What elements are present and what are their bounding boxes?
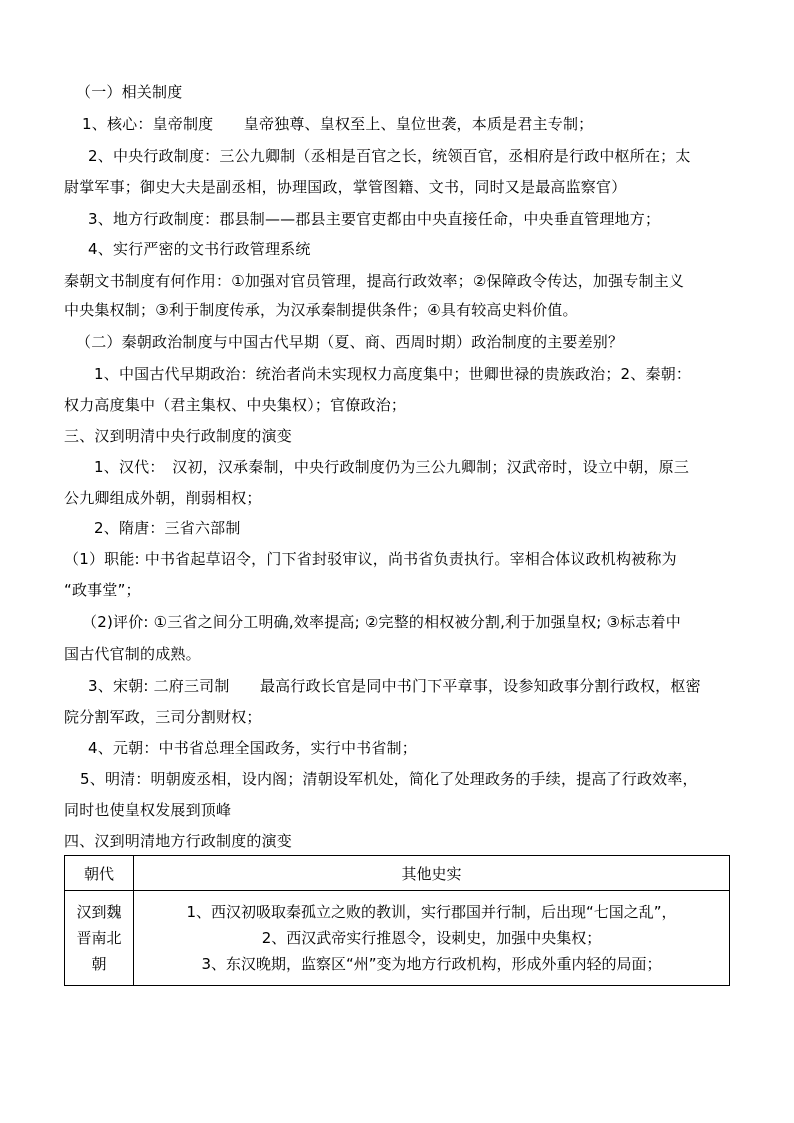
column-header-facts: 其他史实 <box>134 856 730 891</box>
table-row <box>65 891 730 986</box>
paragraph-sui-tang-evaluation: （2)评价: ①三省之间分工明确,效率提高; ②完整的相权被分割,利于加强皇权; ③标志着中 <box>82 613 681 631</box>
dynasty-cell <box>65 891 134 986</box>
paragraph-ming-qing-cont: 同时也使皇权发展到顶峰 <box>64 801 232 819</box>
paragraph-document-effect: 秦朝文书制度有何作用：①加强对官员管理，提高行政效率；②保障政令传达，加强专制主义 <box>64 272 685 290</box>
paragraph-yuan-dynasty: 4、元朝：中书省总理全国政务，实行中书省制； <box>88 739 417 757</box>
section-heading-related-systems: （一）相关制度 <box>76 83 183 101</box>
paragraph-central-system-cont: 尉掌军事；御史大夫是副丞相，协理国政，掌管图籍、文书，同时又是最高监察官） <box>64 178 627 196</box>
paragraph-sui-tang-functions-cont: “政事堂”； <box>64 581 141 599</box>
fact-line: 3、东汉晚期，监察区“州”变为地方行政机构，形成外重内轻的局面； <box>201 955 662 973</box>
fact-line: 1、西汉初吸取秦孤立之败的教训，实行郡国并行制，后出现“七国之乱”， <box>186 903 677 921</box>
paragraph-core-system: 1、核心：皇帝制度 皇帝独尊、皇权至上、皇位世袭，本质是君主专制； <box>82 115 594 133</box>
paragraph-early-politics: 1、中国古代早期政治：统治者尚未实现权力高度集中；世卿世禄的贵族政治；2、秦朝： <box>94 365 692 383</box>
section-heading-local-evolution: 四、汉到明清地方行政制度的演变 <box>64 832 293 850</box>
paragraph-sui-tang: 2、隋唐：三省六部制 <box>94 519 241 537</box>
paragraph-document-effect-cont: 中央集权制；③利于制度传承，为汉承秦制提供条件；④具有较高史料价值。 <box>64 301 578 319</box>
local-admin-table <box>64 855 730 986</box>
paragraph-document-admin: 4、实行严密的文书行政管理系统 <box>88 240 311 258</box>
paragraph-sui-tang-evaluation-cont: 国古代官制的成熟。 <box>64 645 201 663</box>
paragraph-song-dynasty: 3、宋朝: 二府三司制 最高行政长官是同中书门下平章事，设参知政事分割行政权，枢密 <box>88 677 701 695</box>
dynasty-cell-line: 朝 <box>91 955 107 973</box>
facts-cell <box>134 891 730 986</box>
paragraph-sui-tang-functions: （1）职能: 中书省起草诏令，门下省封驳审议，尚书省负责执行。宰相合体议政机构被称为 <box>64 550 677 568</box>
section-heading-central-evolution: 三、汉到明清中央行政制度的演变 <box>64 427 293 445</box>
fact-line: 2、西汉武帝实行推恩令，设刺史，加强中央集权； <box>261 929 602 947</box>
paragraph-han-dynasty-cont: 公九卿组成外朝，削弱相权； <box>64 489 262 507</box>
paragraph-ming-qing: 5、明清：明朝废丞相，设内阁；清朝设军机处，简化了处理政务的手续，提高了行政效率， <box>80 770 698 788</box>
paragraph-song-dynasty-cont: 院分割军政，三司分割财权； <box>64 708 262 726</box>
paragraph-local-system: 3、地方行政制度：郡县制——郡县主要官吏都由中央直接任命，中央垂直管理地方； <box>88 210 661 228</box>
column-header-dynasty: 朝代 <box>65 856 134 891</box>
table-header-row <box>65 856 730 891</box>
dynasty-cell-line: 汉到魏 <box>76 903 122 921</box>
dynasty-cell-line: 晋南北 <box>76 929 122 947</box>
paragraph-early-politics-cont: 权力高度集中（君主集权、中央集权）；官僚政治； <box>64 396 407 414</box>
paragraph-han-dynasty: 1、汉代： 汉初，汉承秦制，中央行政制度仍为三公九卿制；汉武帝时，设立中朝，原三 <box>94 458 690 476</box>
paragraph-central-system: 2、中央行政制度：三公九卿制（丞相是百官之长，统领百官，丞相府是行政中枢所在；太 <box>88 147 691 165</box>
section-heading-differences: （二）秦朝政治制度与中国古代早期（夏、商、西周时期）政治制度的主要差别？ <box>76 333 624 351</box>
